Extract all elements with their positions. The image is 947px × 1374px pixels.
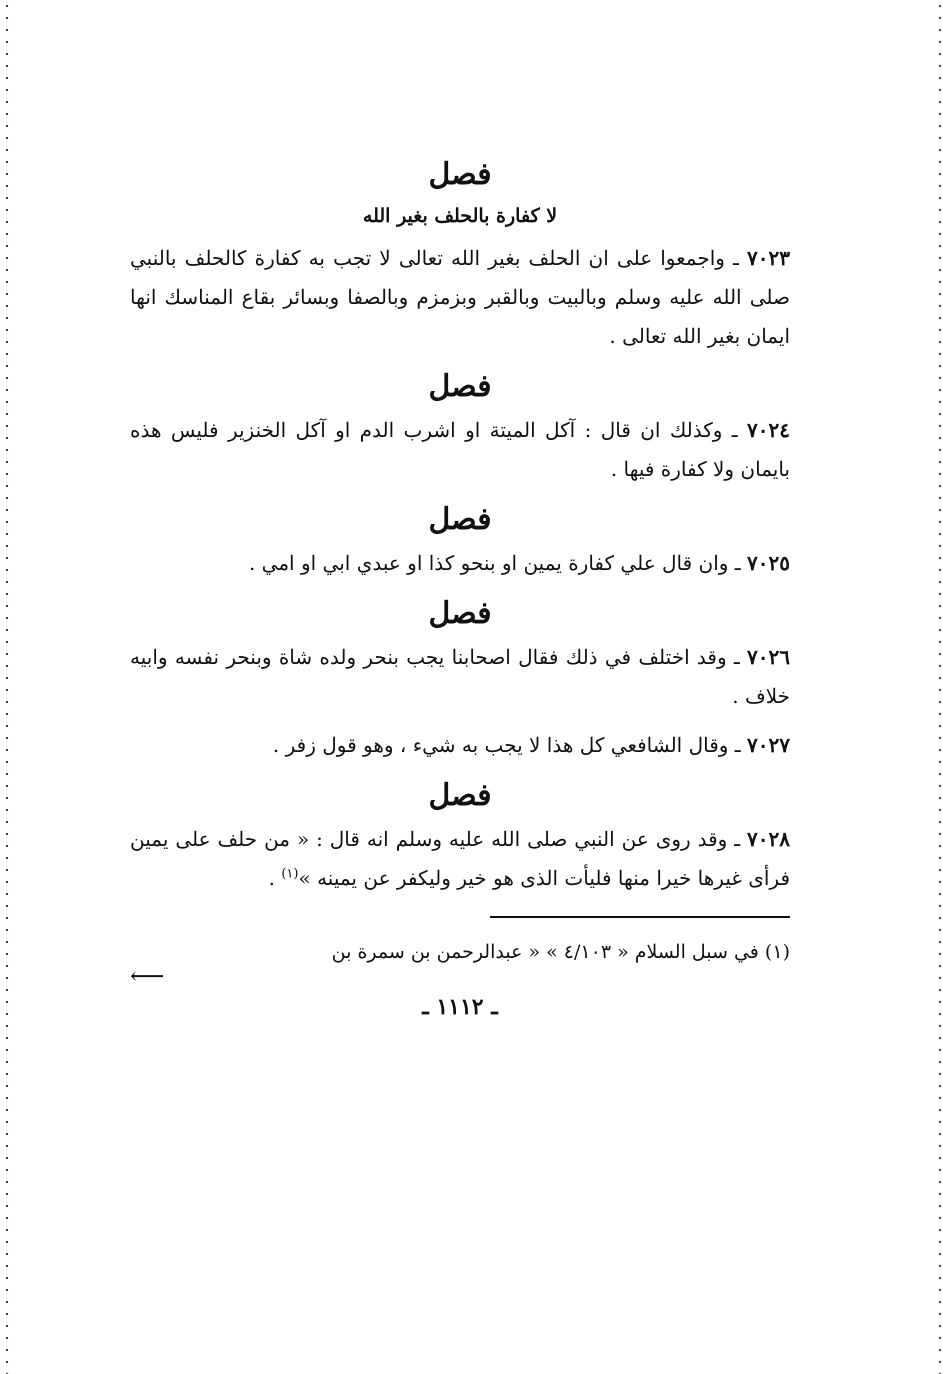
- paragraph-7026: [130, 638, 790, 716]
- continue-arrow-icon: ⟵: [130, 962, 165, 991]
- paragraph-number: ٧٠٢٧: [747, 733, 790, 757]
- left-edge-dots: [4, 0, 10, 1374]
- section-heading-text: فصل: [428, 596, 492, 631]
- paragraph-7024: [130, 411, 790, 489]
- paragraph-number: ٧٠٢٣: [747, 246, 790, 270]
- paragraph-end: .: [268, 866, 282, 890]
- paragraph-number: ٧٠٢٥: [747, 551, 790, 575]
- paragraph-7027: [130, 726, 790, 765]
- paragraph-number: ٧٠٢٤: [747, 418, 790, 442]
- paragraph-text: ـ واجمعوا على ان الحلف بغير الله تعالى لا تجب به كفارة كالحلف بالنبي صلى الله عليه وسلم وبالبيت وبالقبر وبزمزم وبالصفا وبسائر بقاع المناسك انها ايمان بغير الله تعالى .: [130, 246, 790, 348]
- section-heading-text: فصل: [428, 778, 492, 813]
- section-heading: [130, 370, 790, 403]
- section-heading-text: فصل: [428, 502, 492, 537]
- right-edge-dots: [937, 0, 943, 1374]
- section-heading-text: فصل: [428, 157, 492, 192]
- section-heading: [130, 779, 790, 812]
- paragraph-text: ـ وكذلك ان قال : آكل الميتة او اشرب الدم او آكل الخنزير فليس هذه بايمان ولا كفارة فيها .: [130, 418, 790, 481]
- chapter-subtitle: لا كفارة بالحلف بغير الله: [362, 205, 558, 227]
- footnote-separator: [490, 916, 790, 918]
- paragraph-text: ـ وان قال علي كفارة يمين او بنحو كذا او عبدي ابي او امي .: [248, 551, 741, 575]
- section-heading: [130, 158, 790, 191]
- paragraph-text: ـ وقد اختلف في ذلك فقال اصحابنا يجب بنحر ولده شاة وبنحر نفسه وابيه خلاف .: [130, 645, 790, 708]
- page-number: ـ ١١١٢ ـ: [422, 994, 498, 1021]
- section-heading-text: فصل: [428, 369, 492, 404]
- paragraph-7028: [130, 820, 790, 898]
- paragraph-text: ـ وقال الشافعي كل هذا لا يجب به شيء ، وهو قول زفر .: [272, 733, 741, 757]
- paragraph-text: ـ وقد روى عن النبي صلى الله عليه وسلم انه قال : « من حلف على يمين فرأى غيرها خيرا منها فليأت الذى هو خير وليكفر عن يمينه »: [130, 827, 790, 890]
- section-heading: [130, 503, 790, 536]
- paragraph-number: ٧٠٢٨: [747, 827, 790, 851]
- paragraph-7023: [130, 239, 790, 356]
- paragraph-number: ٧٠٢٦: [747, 645, 791, 669]
- page-content: [130, 150, 790, 1020]
- footnote-reference[interactable]: (١): [281, 866, 299, 882]
- section-heading: [130, 597, 790, 630]
- paragraph-7025: [130, 544, 790, 583]
- footnote-text: (١) في سبل السلام « ٤/١٠٣ » « عبدالرحمن بن سمرة بن: [331, 941, 790, 963]
